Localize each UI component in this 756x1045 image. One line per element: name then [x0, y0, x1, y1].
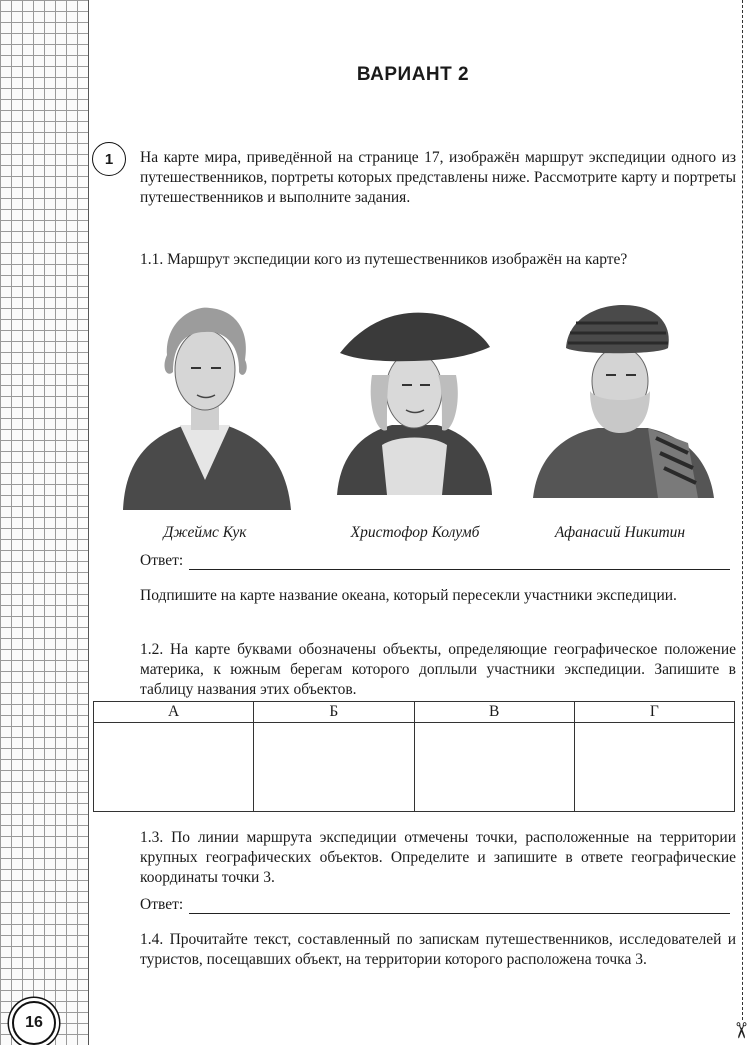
page-number: 16 [12, 1001, 56, 1045]
cut-line [742, 0, 743, 1020]
grid-margin [0, 0, 89, 1045]
question-1-3: 1.3. По линии маршрута экспедиции отмечены точки, расположенные на территории крупных географических объектов. Определите и запишите в ответе географические координаты точки 3. [140, 829, 736, 886]
caption-cook: Джеймс Кук [163, 524, 247, 541]
question-1-1: 1.1. Маршрут экспедиции кого из путешественников изображён на карте? [140, 251, 628, 268]
answer-row-1-1 [140, 548, 730, 570]
table-cell-b[interactable] [254, 723, 414, 812]
table-header-a: А [94, 702, 254, 723]
table-header-g: Г [574, 702, 734, 723]
portrait-columbus [332, 305, 497, 495]
table-cell-v[interactable] [414, 723, 574, 812]
portrait-nikitin [528, 303, 718, 498]
question-1-4: 1.4. Прочитайте текст, составленный по запискам путешественников, исследователей и туристов, посещавших объект, на территории которого расположена точка 3. [140, 931, 736, 968]
question-1-2: 1.2. На карте буквами обозначены объекты, определяющие географическое положение материка, к южным берегам которого доплыли участники экспедиции. Запишите в таблицу названия этих объектов. [140, 641, 736, 698]
answer-label: Ответ: [140, 552, 184, 569]
answer-table [93, 701, 735, 812]
answer-row-1-3 [140, 892, 730, 914]
scissors-icon: ✂ [727, 1021, 753, 1040]
caption-columbus: Христофор Колумб [350, 524, 480, 541]
ocean-instruction: Подпишите на карте название океана, который пересекли участники экспедиции. [140, 587, 677, 604]
answer-label: Ответ: [140, 896, 184, 913]
table-cell-g[interactable] [574, 723, 734, 812]
table-header-b: Б [254, 702, 414, 723]
caption-nikitin: Афанасий Никитин [554, 524, 686, 541]
table-header-v: В [414, 702, 574, 723]
task-number: 1 [92, 142, 126, 176]
variant-title: ВАРИАНТ 2 [356, 64, 470, 85]
answer-field-1-3[interactable] [189, 897, 730, 914]
table-cell-a[interactable] [94, 723, 254, 812]
answer-field-1-1[interactable] [189, 553, 730, 570]
task-intro: На карте мира, приведённой на странице 17, изображён маршрут экспедиции одного из путешественников, портреты которых представлены ниже. Рассмотрите карту и портреты путешественников и выполните задания. [140, 149, 736, 206]
portrait-cook [115, 300, 295, 510]
